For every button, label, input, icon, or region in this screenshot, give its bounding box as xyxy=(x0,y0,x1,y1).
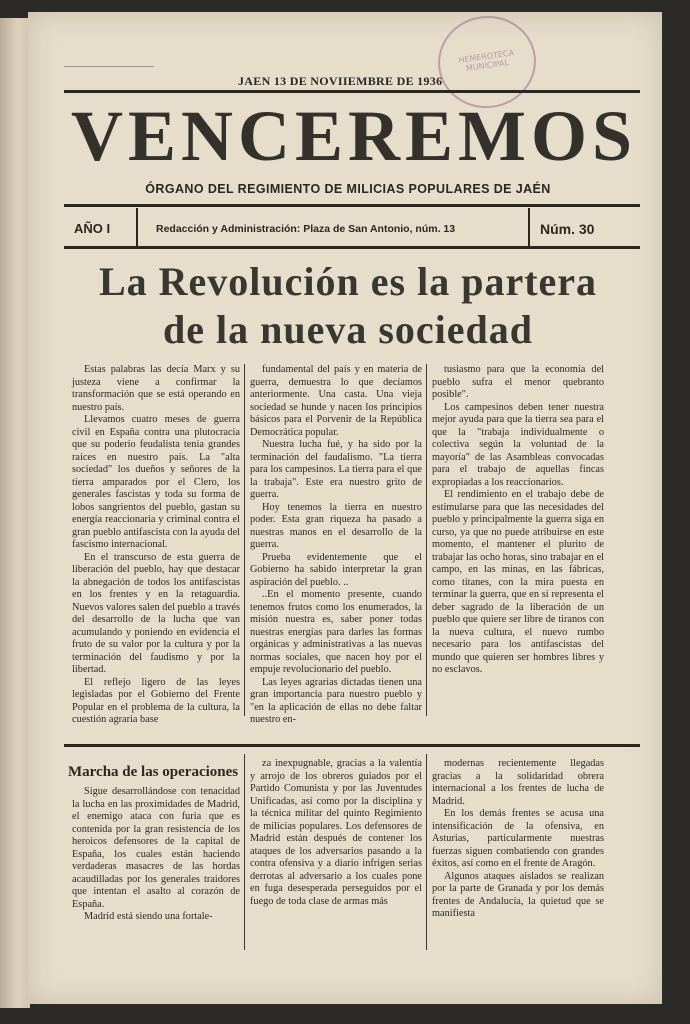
paragraph: Las leyes agrarias dictadas tienen una gran importancia para nuestro pueblo y "en la aplicación de ellas no debe faltar nuestro en- xyxy=(250,676,422,725)
stamp-text: HEMEROTECA MUNICIPAL xyxy=(457,48,515,73)
paragraph: za inexpugnable, gracias a la valentía y arrojo de los obreros guiados por el Partido Comunista y por las Juventudes Unificadas, así como por la disciplina y la técnica militar del quinto Regimiento de milicias populares. Los defensores de Madrid están después de contener los ataques de los adversarios pasando a la contra ofensiva y a diario infrigen serias derrotas al adversario a los cuales pone en fuga desesperada perseguidos por el fuego de toda clase de armas más xyxy=(250,758,422,907)
column-divider xyxy=(244,754,245,950)
main-article-column-1 xyxy=(72,364,240,727)
operations-column-1 xyxy=(72,786,240,924)
main-article-column-3 xyxy=(432,364,604,677)
info-divider-2 xyxy=(528,208,530,246)
section-rule xyxy=(64,744,640,747)
masthead-subtitle: ÓRGANO DEL REGIMIENTO DE MILICIAS POPULARES DE JAÉN xyxy=(145,182,551,196)
paragraph: tusiasmo para que la economía del pueblo sufra el menor quebranto posible". xyxy=(432,364,604,400)
paragraph: Nuestra lucha fué, y ha sido por la terminación del faudalismo. "La tierra para los campesinos. La tierra para el que la trabaja". Este era nuestro grito de guerra. xyxy=(250,439,422,500)
info-rule-bottom xyxy=(64,246,640,249)
paragraph: Sigue desarrollándose con tenacidad la lucha en las proximidades de Madrid, el enemigo ataca con furia que es contenida por la gran resistencia de los heroicos defensores de la capital de España, los cuales están haciendo verdaderas masacres de las hordas acaudilladas por los generales traidores que intentan el asalto al corazón de España. xyxy=(72,786,240,910)
main-headline-line-1: La Revolución es la partera xyxy=(98,259,598,304)
office-address: Redacción y Administración: Plaza de San Antonio, núm. 13 xyxy=(156,223,456,235)
masthead-title: VENCEREMOS xyxy=(70,96,638,176)
main-article-column-2 xyxy=(250,364,422,727)
newspaper-page xyxy=(28,12,662,1004)
paragraph: modernas recientemente llegadas gracias a la solidaridad obrera internacional a los frentes de lucha de Madrid. xyxy=(432,758,604,807)
main-headline-line-2: de la nueva sociedad xyxy=(162,307,534,352)
paragraph: El rendimiento en el trabajo debe de estimularse para que las necesidades del pueblo y principalmente la guerra siga en curso, ya que no puede atribuirse en este momento, el mantener el plurito de trabajar las ocho horas, sino trabajar en el campo, en las minas, en las fábricas, como titanes, con la mira puesta en terminar la guerra, que en si representa el deber sagrado de la liberación de un pueblo que quiere ser libre de tiranos con la nueva cultura, el nuevo rumbo necesario para los antifascistas del mundo que quieren ser hombres libres y no esclavos. xyxy=(432,489,604,675)
paragraph: Estas palabras las decía Marx y su justeza viene a confirmar la transformación que se está operando en nuestro país. xyxy=(72,364,240,413)
column-divider xyxy=(426,754,427,950)
dateline: JAEN 13 DE NOVIIEMBRE DE 1936 xyxy=(238,74,443,88)
column-divider xyxy=(244,364,245,716)
paragraph: Prueba evidentemente que el Gobierno ha sabido interpretar la gran aspiración del pueblo. .. xyxy=(250,551,422,588)
operations-title: Marcha de las operaciones xyxy=(68,764,239,780)
paragraph: fundamental del país y en materia de guerra, demuestra lo que decíamos anteriormente. Una casta. Una vieja sociedad se hunde y nacen los principios básicos para el Porvenir de la República Democrática popular. xyxy=(250,364,422,438)
paragraph: Los campesinos deben tener nuestra mejor ayuda para que la tierra sea para el que la "trabaja individualmente o colectiva según la voluntad de la mayoría" de las Asambleas convocadas para el trabajo de aquellas fincas expropiadas a los reaccionarios. xyxy=(432,401,604,488)
paragraph: En el transcurso de esta guerra de liberación del pueblo, hay que destacar la abnegación de todos los antifascistas en los frentes y en la retaguardia. Nuevos valores salen del pueblo a través del desarrollo de la lucha que van acumulando y poniendo en evidencia el fruto de su valor por la cultura y por la terminación del faudismo y por la libertad. xyxy=(72,551,240,675)
info-rule-top xyxy=(64,204,640,207)
top-rule xyxy=(64,90,640,93)
info-divider-1 xyxy=(136,208,138,246)
paragraph: Hoy tenemos la tierra en nuestro poder. Esta gran riqueza ha pasado a nuestras manos en el desarrollo de la guerra. xyxy=(250,501,422,550)
paragraph: Madrid está siendo una fortale- xyxy=(84,911,213,922)
operations-column-3 xyxy=(432,758,604,921)
paragraph: En los demás frentes se acusa una intensificación de la ofensiva, en Asturias, particularmente nuestras fuerzas siguen combatiendo con grandes éxitos, así como en el frente de Aragón. xyxy=(432,808,604,869)
issue-number: Núm. 30 xyxy=(540,221,595,237)
column-divider xyxy=(426,364,427,716)
paragraph: Llevamos cuatro meses de guerra civil en España contra una plutocracia que su poderío feudalista tenía grandes raíces en nuestro país. La "alta sociedad" los dueños y señores de la tierra amparados por el Clero, los generales fascistas y toda su forma de lobos sangrientos del pueblo, gastan su energía reaccionaria y criminal contra el gran pueblo antifascista con la ayuda del fascismo internacional. xyxy=(72,414,240,550)
adjacent-page-edge xyxy=(0,18,30,1008)
operations-column-2 xyxy=(250,758,422,908)
year-label: AÑO I xyxy=(74,221,111,236)
decorative-rule xyxy=(64,66,154,67)
paragraph: El reflejo ligero de las leyes legisladas por el Gobierno del Frente Popular en el problema de la cultura, la cuestión agraria base xyxy=(72,676,240,725)
paragraph: ..En el momento presente, cuando tenemos frutos como los enumerados, la misión nuestra es, saber poner todas nuestras energías para darles las formas orgánicas y administrativas a las nuevas normas sociales, que nacen hoy por el empuje revolucionario del pueblo. xyxy=(250,589,422,675)
paragraph: Algunos ataques aislados se realizan por la parte de Granada y por los demás frentes de Andalucía, la quietud que se manifiesta xyxy=(432,870,604,919)
